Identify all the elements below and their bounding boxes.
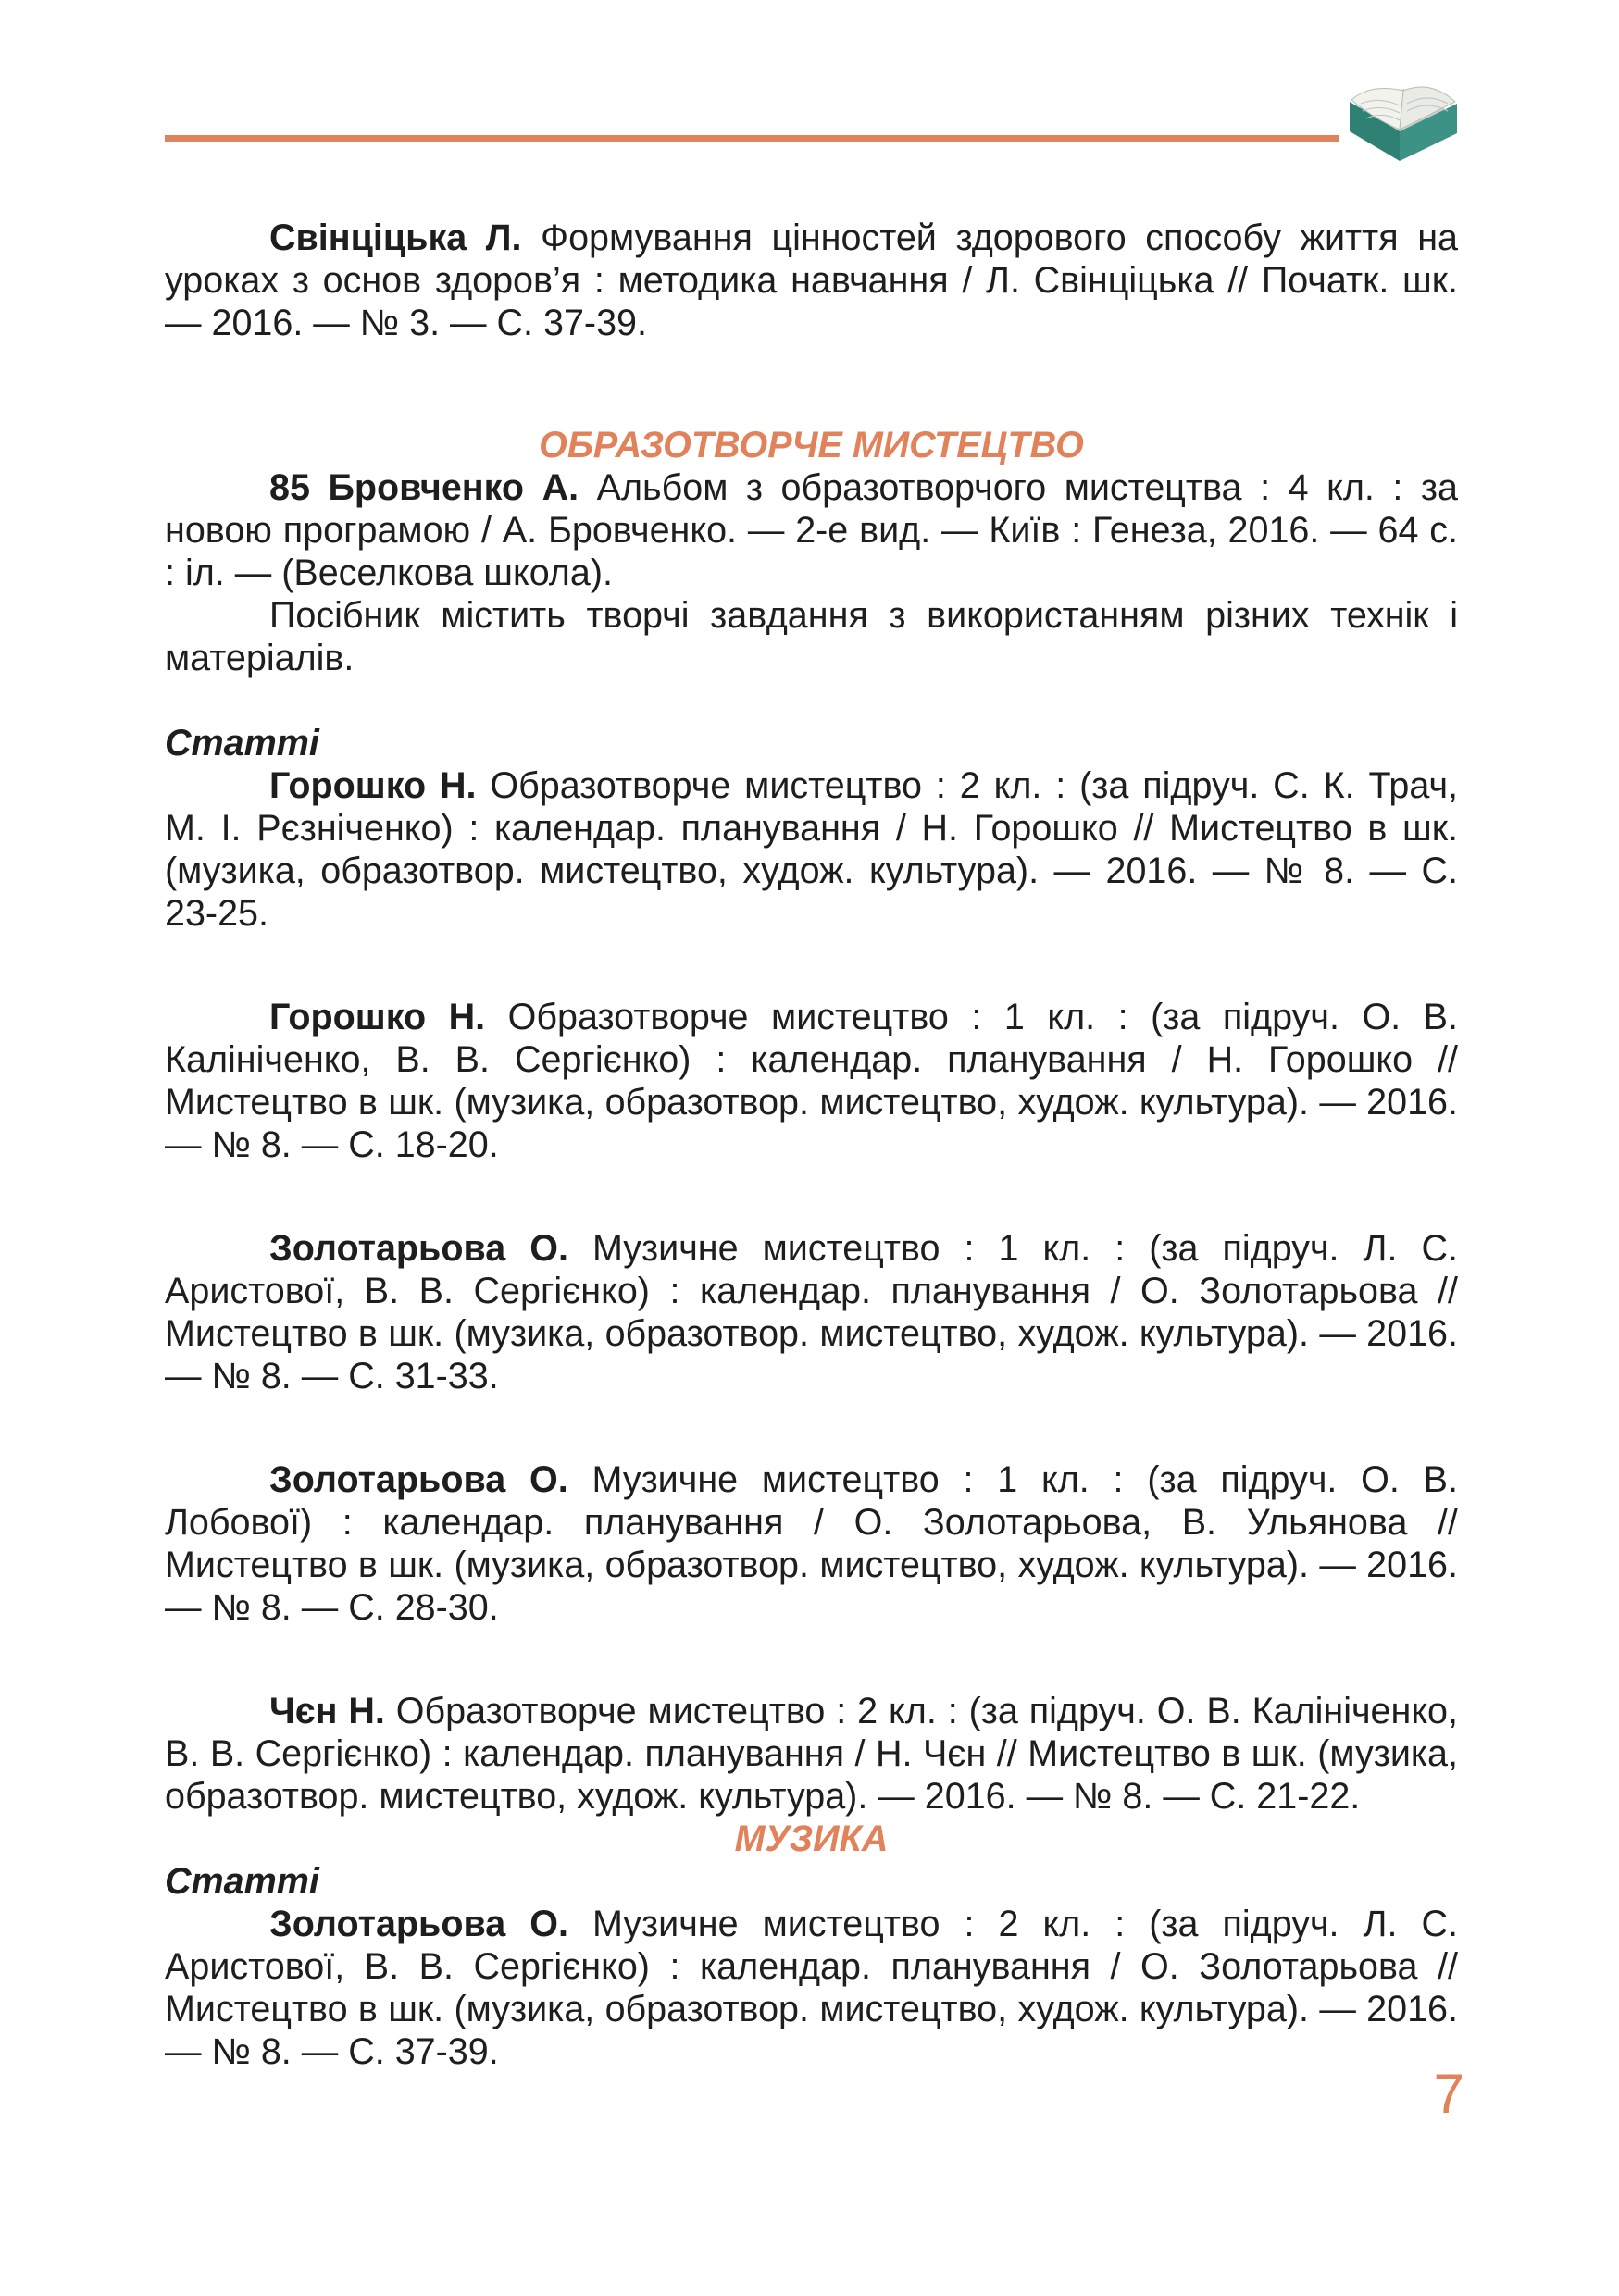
- subheading-articles: Статті: [165, 723, 319, 763]
- entry-author: Свінціцька Л.: [269, 217, 522, 258]
- header-rule: [165, 135, 1339, 142]
- entry-text: Образотворче мистецтво : 2 кл. : (за підруч. О. В. Калініченко, В. В. Сергієнко) : календар. планування / Н. Чєн // Мистецтво в шк. (музика, образотвор. мистецтво, худож. культура). — 2016. — № 8. — С. 21-22.: [165, 1691, 1459, 1817]
- entry-author: Горошко Н.: [269, 997, 486, 1037]
- entry-text: Альбом з образотворчого мистецтва : 4 кл. : за новою програмою / А. Бровченко. — 2-е вид. — Київ : Генеза, 2016. — 64 с. : іл. — (Веселкова школа).: [165, 467, 1458, 593]
- entry-text: Музичне мистецтво : 1 кл. : (за підруч. О. В. Лобової) : календар. планування / О. Золотарьова, В. Ульянова // Мистецтво в шк. (музика, образотвор. мистецтво, худож. культура). — 2016. — № 8. — С. 28-30.: [165, 1459, 1458, 1628]
- entry-author: 85 Бровченко А.: [269, 467, 579, 508]
- bibliography-entry: [165, 466, 1458, 594]
- bibliography-entry: [165, 1903, 1458, 2073]
- entry-text: Формування цінностей здорового способу життя на уроках з основ здоров’я : методика навчання / Л. Свінціцька // Початк. шк. — 2016. — № 3. — С. 37-39.: [165, 217, 1458, 343]
- entry-author: Золотарьова О.: [269, 1228, 568, 1269]
- entry-author: Золотарьова О.: [269, 1904, 568, 1944]
- bibliography-entry: [165, 217, 1458, 344]
- section-heading-art: ОБРАЗОТВОРЧЕ МИСТЕЦТВО: [539, 425, 1084, 465]
- bibliography-entry: [165, 996, 1458, 1166]
- entry-text: Музичне мистецтво : 2 кл. : (за підруч. Л. С. Аристової, В. В. Сергієнко) : календар. планування / О. Золотарьова // Мистецтво в шк. (музика, образотвор. мистецтво, худож. культура). — 2016. — № 8. — С. 37-39.: [165, 1904, 1458, 2072]
- entry-text: Образотворче мистецтво : 2 кл. : (за підруч. С. К. Трач, М. І. Рєзніченко) : календар. планування / Н. Горошко // Мистецтво в шк. (музика, образотвор. мистецтво, худож. культура). — 2016. — № 8. — С. 23-25.: [165, 765, 1458, 934]
- subheading-articles: Статті: [165, 1861, 319, 1902]
- page-number: 7: [1433, 2063, 1464, 2125]
- book-icon: [1342, 76, 1463, 167]
- section-heading-music: МУЗИКА: [734, 1818, 889, 1859]
- entry-text: Музичне мистецтво : 1 кл. : (за підруч. Л. С. Аристової, В. В. Сергієнко) : календар. планування / О. Золотарьова // Мистецтво в шк. (музика, образотвор. мистецтво, худож. культура). — 2016. — № 8. — С. 31-33.: [165, 1228, 1458, 1396]
- entry-author: Чєн Н.: [269, 1691, 385, 1731]
- bibliography-entry: [165, 1227, 1458, 1397]
- entry-text: Образотворче мистецтво : 1 кл. : (за підруч. О. В. Калініченко, В. В. Сергієнко) : календар. планування / Н. Горошко // Мистецтво в шк. (музика, образотвор. мистецтво, худож. культура). — 2016. — № 8. — С. 18-20.: [165, 997, 1458, 1165]
- bibliography-entry: [165, 1690, 1458, 1818]
- entry-annotation: Посібник містить творчі завдання з використанням різних технік і матеріалів.: [165, 595, 1458, 678]
- bibliography-entry: [165, 764, 1458, 935]
- bibliography-entry: [165, 1458, 1458, 1629]
- entry-author: Горошко Н.: [269, 765, 477, 806]
- document-body: [165, 217, 1458, 2073]
- entry-author: Золотарьова О.: [269, 1459, 568, 1500]
